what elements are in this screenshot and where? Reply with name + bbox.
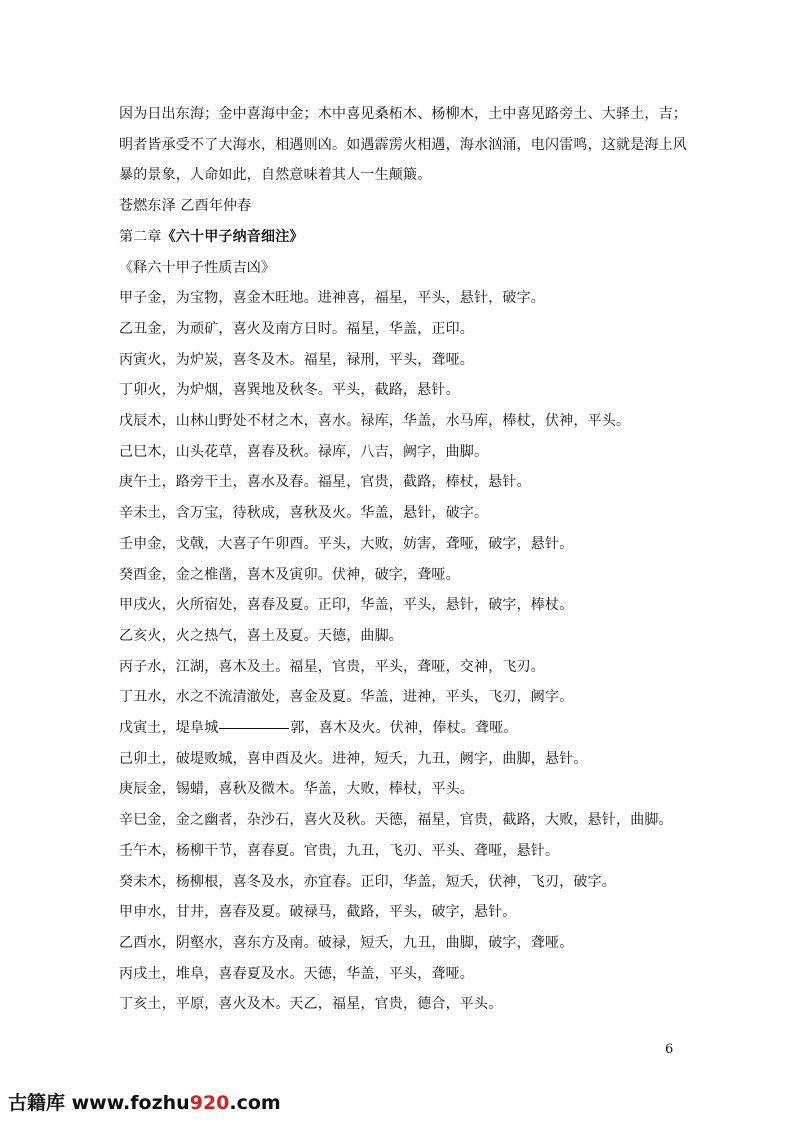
entry-text-after-blank: 郭，喜木及火。伏神，俸杖。聋哑。 [290, 720, 518, 737]
entry-line: 丁丑水，水之不流清澈处，喜金及夏。华盖，进神，平头，飞刃，阙字。 [119, 689, 574, 706]
entry-line: 己巳木，山头花草，喜春及秋。禄库，八吉，阙字，曲脚。 [119, 443, 489, 460]
entry-line: 辛未土，含万宝，待秋成，喜秋及火。华盖，悬针，破字。 [119, 505, 489, 522]
entry-list [119, 283, 689, 713]
entry-line: 甲戌火，火所宿处，喜春及夏。正印，华盖，平头，悬针，破字，棒杖。 [119, 597, 574, 614]
entry-line: 壬申金，戈戟，大喜子午卯酉。平头，大败，妨害，聋哑，破字，悬针。 [119, 535, 574, 552]
entry-list [119, 744, 689, 1020]
entry-line: 庚午土，路旁干土，喜水及春。福星，官贵，截路，棒杖，悬针。 [119, 474, 531, 491]
watermark-digits: 920 [189, 1092, 230, 1114]
footer-watermark[interactable] [8, 1088, 281, 1115]
entry-line: 壬午木，杨柳干节，喜春夏。官贵，九丑，飞刃、平头、聋哑，悬针。 [119, 842, 560, 859]
intro-line: 暴的景象，人命如此，自然意味着其人一生颠簸。 [119, 167, 432, 184]
entry-line: 丙子水，江湖，喜木及土。福星，官贵，平头，聋哑，交神，飞刃。 [119, 658, 545, 675]
chapter-prefix: 第二章 [119, 228, 162, 245]
entry-line: 丁亥土，平原，喜火及木。天乙，福星，官贵，德合，平头。 [119, 996, 503, 1013]
entry-line: 己卯土，破堤败城，喜申酉及火。进神，短夭，九丑，阙字，曲脚，悬针。 [119, 750, 588, 767]
entry-line: 乙酉水，阴壑水，喜东方及南。破禄，短夭，九丑，曲脚，破字，聋哑。 [119, 934, 574, 951]
intro-line: 明者皆承受不了大海水，相遇则凶。如遇霹雳火相遇，海水汹涌，电闪雷鸣，这就是海上风 [119, 136, 687, 153]
entry-line: 庚辰金，锡蜡，喜秋及微木。华盖，大败，棒杖，平头。 [119, 781, 474, 798]
entry-line: 丁卯火，为炉烟，喜巽地及秋冬。平头，截路，悬针。 [119, 382, 460, 399]
entry-line: 乙亥火，火之热气，喜土及夏。天德，曲脚。 [119, 627, 403, 644]
text-body [119, 99, 689, 1020]
entry-line: 癸酉金，金之椎凿，喜木及寅卯。伏神，破字，聋哑。 [119, 566, 460, 583]
entry-line: 乙丑金，为顽矿，喜火及南方日时。福星，华盖，正印。 [119, 320, 474, 337]
entry-with-blank [119, 713, 689, 744]
entry-line: 癸未木，杨柳根，喜冬及水，亦宜春。正印，华盖，短夭，伏神，飞刃，破字。 [119, 873, 616, 890]
fill-in-blank [219, 727, 289, 729]
entry-line: 甲子金，为宝物，喜金木旺地。进神喜，福星，平头，悬针，破字。 [119, 290, 545, 307]
subtitle: 《释六十甲子性质吉凶》 [119, 259, 276, 276]
entry-line: 丙戌土，堆阜，喜春夏及水。天德，华盖，平头，聋哑。 [119, 965, 474, 982]
entry-line: 辛巳金，金之幽者，杂沙石，喜火及秋。天德，福星，官贵，截路，大败，悬针，曲脚。 [119, 812, 673, 829]
chapter-title: 《六十甲子纳音细注》 [161, 228, 304, 245]
entry-line: 甲申水，甘井，喜春及夏。破禄马，截路，平头，破字，悬针。 [119, 904, 517, 921]
signature: 苍燃东泽 乙酉年仲春 [119, 198, 252, 215]
watermark-suffix: .com [229, 1092, 281, 1114]
entry-text-before-blank: 戊寅土，堤阜城 [119, 720, 219, 737]
intro-line: 因为日出东海；金中喜海中金；木中喜见桑柘木、杨柳木，土中喜见路旁土、大驿土，吉； [119, 106, 687, 122]
entry-line: 丙寅火，为炉炭，喜冬及木。福星，禄刑，平头，聋哑。 [119, 351, 474, 368]
chapter-heading [119, 222, 689, 253]
page-number: 6 [665, 1042, 674, 1057]
watermark-prefix: 古籍库 www.fozhu [8, 1092, 190, 1114]
entry-line: 戊辰木，山林山野处不材之木，喜水。禄库，华盖，水马库，棒杖，伏神，平头。 [119, 413, 631, 430]
